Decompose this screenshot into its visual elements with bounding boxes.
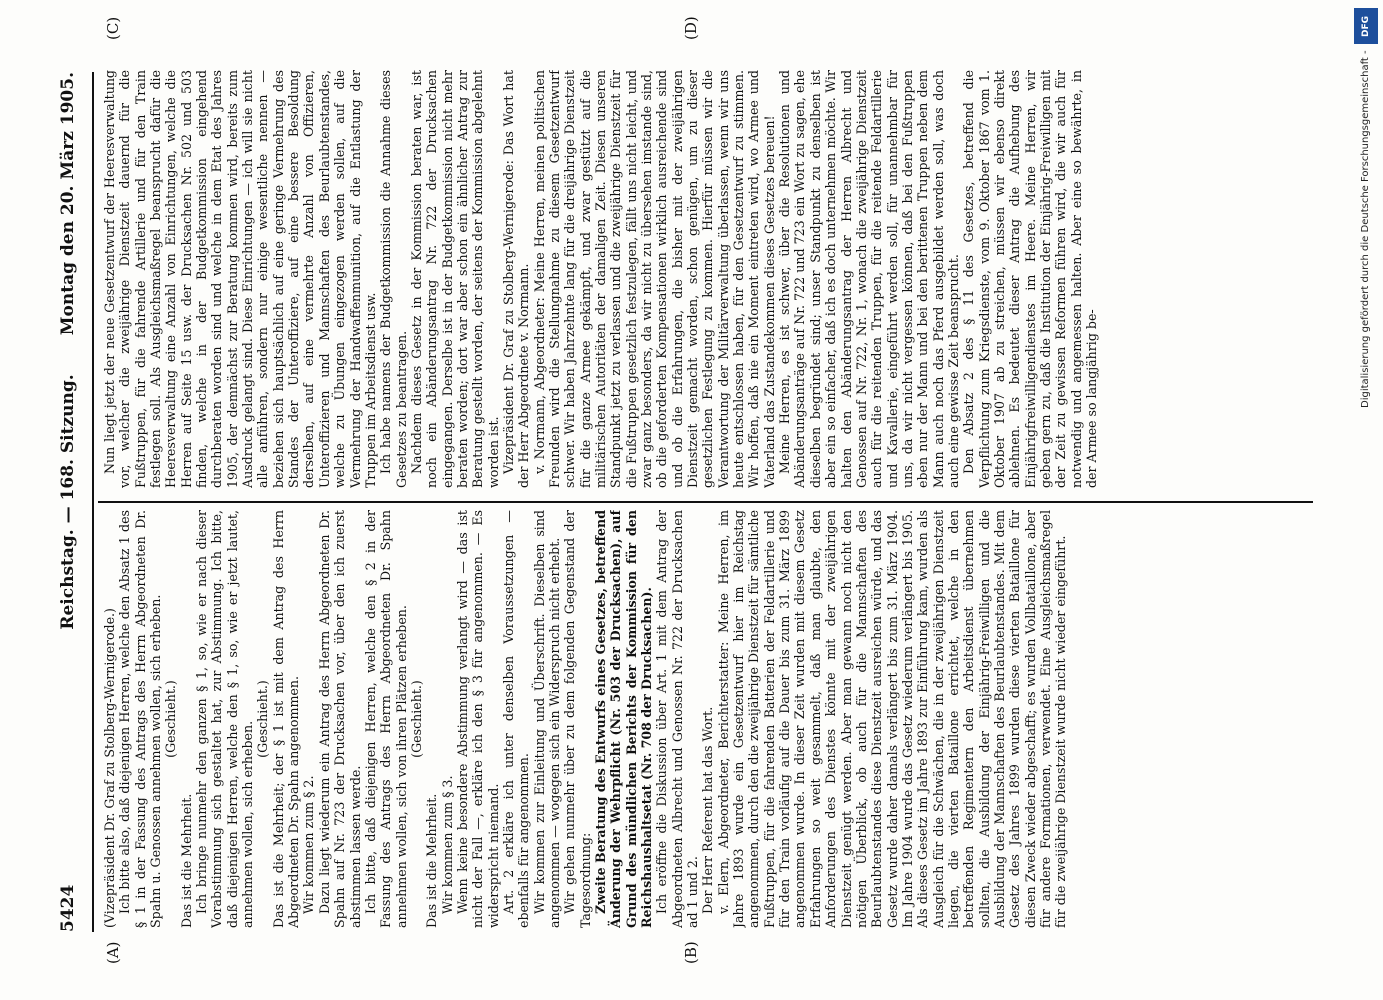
paragraph: Wir gehen nunmehr über zu dem folgenden Gegenstand der Tagesordnung: <box>562 510 593 928</box>
paragraph: Ich habe namens der Budgetkommission die Annahme dieses Gesetzes zu beantragen. <box>378 70 409 488</box>
paragraph: Den Absatz 2 des § 11 des Gesetzes, betreffend die Verpflichtung zum Kriegsdienste, vom 9. Oktober 1867 vom 1. Oktober 1907 ab zu streichen, müssen wir ebenso direkt ablehnen. Es bedeutet dieser Antrag die Aufhebung des Einjährigfreiwilligendienstes im Heere. Meine Herren, wir geben gern zu, daß die Institution der Einjährig-Freiwilligen mit der Zeit zu gewissen Reformen führen wird, die wir auch für notwendig und angemessen halten. Aber eine so bewährte, in der Armee so langjährig be- <box>961 70 1099 488</box>
right-text-column <box>102 70 1302 488</box>
dfg-funding-note: Digitalisierung gefördert durch die Deutsche Forschungsgemeinschaft - <box>1360 50 1371 408</box>
session-title: Reichstag. — 168. Sitzung. <box>58 374 78 630</box>
page-header <box>58 72 90 932</box>
dfg-logo: DFG <box>1354 8 1378 44</box>
session-date: Montag den 20. März 1905. <box>58 72 78 336</box>
paragraph: Vizepräsident Dr. Graf zu Stolberg-Wernigerode: Das Wort hat der Herr Abgeordnete v. Normann. <box>500 70 532 488</box>
paragraph: Meine Herren, es ist schwer, über die Resolutionen und Abänderungsanträge auf Nr. 722 und 723 ein Wort zu sagen, ehe dieselben begründet sind; unser Standpunkt zu denselben ist aber ein so einfacher, daß ich es doch unternehmen möchte. Wir halten den Abänderungsantrag der Herren Albrecht und Genossen auf Nr. 722, Nr. 1, wonach die zweijährige Dienstzeit auch für die reitenden Truppen, für die reitende Feldartillerie und Kavallerie, eingeführt werden soll, für unannehmbar für uns, da wir nicht vergessen können, daß bei den Fußtruppen eben nur der Mann und bei den berittenen Truppen neben dem Mann auch noch das Pferd ausgebildet werden soll, was doch auch eine gewisse Zeit beansprucht. <box>777 70 961 488</box>
paragraph: Ich bitte, daß diejenigen Herren, welche den § 2 in der Fassung des Antrags des Herrn Abgeordneten Dr. Spahn annehmen wollen, sich von ihren Plätzen erheben. <box>362 510 409 928</box>
paragraph: Ich bitte also, daß diejenigen Herren, welche den Absatz 1 des § 1 in der Fassung des Antrags des Herrn Abgeordneten Dr. Spahn u. Genossen annehmen wollen, sich erheben. <box>117 510 164 928</box>
dfg-strip <box>1351 0 1383 1000</box>
paragraph: Das ist die Mehrheit; der § 1 ist mit dem Antrag des Herrn Abgeordneten Dr. Spahn angenommen. <box>270 510 302 928</box>
paragraph: Wir kommen zum § 2. <box>301 775 317 914</box>
paragraph: Wir kommen zum § 3. <box>439 775 455 914</box>
paragraph: Nachdem dieses Gesetz in der Kommission beraten war, ist noch ein Abänderungsantrag Nr. 722 der Drucksachen eingegangen. Derselbe ist in der Budgetkommission nicht mehr beraten worden; dort war aber schon ein ähnlicher Antrag zur Beratung gestellt worden, der seitens der Kommission abgelehnt worden ist. <box>408 70 501 488</box>
paragraph: Ich bringe nunmehr den ganzen § 1, so, wie er nach dieser Vorabstimmung sich gestaltet hat, zur Abstimmung. Ich bitte, daß diejenigen Herren, welche den § 1, so, wie er jetzt lautet, annehmen wollen, sich erheben. <box>194 510 256 928</box>
page-number: 5424 <box>58 884 78 932</box>
paragraph: (Geschieht.) <box>163 680 179 758</box>
margin-marker-d: (D) <box>682 16 700 40</box>
paragraph: Art. 2 erkläre ich unter denselben Voraussetzungen — ebenfalls für angenommen. <box>500 510 532 928</box>
paragraph: Das ist die Mehrheit. <box>424 793 440 928</box>
paragraph: Zweite Beratung des Entwurfs eines Gesetzes, betreffend Änderung der Wehrpflicht (Nr. 503 der Drucksachen), auf Grund des mündlichen Berichts der Kommission für den Reichshaushaltsetat (Nr. 708 der Drucksachen). <box>593 510 655 928</box>
header-rule <box>92 72 94 932</box>
paragraph: (Geschieht.) <box>255 680 271 758</box>
paragraph: Der Herr Referent hat das Wort. <box>700 706 716 914</box>
left-text-column <box>102 510 1302 928</box>
paragraph: v. Normann, Abgeordneter: Meine Herren, meinen politischen Freunden wird die Stellungnahme zu diesem Gesetzentwurf schwer. Wir haben Jahrzehnte lang für die dreijährige Dienstzeit für die ganze Armee gekämpft, und zwar gestützt auf die militärischen Autoritäten der damaligen Zeit. Diesen unseren Standpunkt jetzt zu verlassen und die zweijährige Dienstzeit für die Fußtruppen gesetzlich festzulegen, fällt uns nicht leicht, und zwar ganz besonders, da wir nicht zu übersehen imstande sind, ob die geforderten Kompensationen wirklich ausreichende sind und ob die Erfahrungen, die bisher mit der zweijährigen Dienstzeit gemacht worden, schon genügen, um zu dieser gesetzlichen Festlegung zu kommen. Hierfür müssen wir die Verantwortung der Militärverwaltung überlassen, wenn wir uns heute entschlossen haben, für den Gesetzentwurf zu stimmen. Wir hoffen, daß nie ein Moment eintreten wird, wo Armee und Vaterland das Zustandekommen dieses Gesetzes bereuen! <box>531 70 777 488</box>
paragraph: Nun liegt jetzt der neue Gesetzentwurf der Heeresverwaltung vor, welcher die zweijährige Dienstzeit dauernd für die Fußtruppen, für die fahrende Artillerie und für den Train festlegen soll. Als Ausgleichsmaßregel beansprucht dafür die Heeresverwaltung eine Anzahl von Einrichtungen, welche die Herren auf Seite 15 usw. der Drucksachen Nr. 502 und 503 finden, welche in der Budgetkommission eingehend durchberaten worden sind und welche in dem Etat des Jahres 1905, der demnächst zur Beratung kommen wird, bereits zum Ausdruck gelangt sind. Diese Einrichtungen — ich will sie nicht alle anführen, sondern nur einige wesentliche nennen — beziehen sich hauptsächlich auf eine geringe Vermehrung des Standes der Unteroffiziere, auf eine bessere Besoldung derselben, auf eine vermehrte Anzahl von Offizieren, Unteroffizieren und Mannschaften des Beurlaubtenstandes, welche zu Übungen eingezogen werden sollen, auf die Vermehrung der Handwaffenmunition, auf die Entlastung der Truppen im Arbeitsdienst usw. <box>102 70 378 488</box>
paragraph: (Geschieht.) <box>408 680 424 758</box>
margin-marker-a: (A) <box>104 941 122 964</box>
paragraph: Wenn keine besondere Abstimmung verlangt wird — das ist nicht der Fall —, erkläre ich den § 3 für angenommen. — Es widerspricht niemand. <box>454 510 501 928</box>
paragraph: v. Elern, Abgeordneter, Berichterstatter: Meine Herren, im Jahre 1893 wurde ein Gesetzentwurf hier im Reichstag angenommen, durch den die zweijährige Dienstzeit für sämtliche Fußtruppen, für die fahrenden Batterien der Feldartillerie und für den Train vorläufig auf die Dauer bis zum 31. März 1899 angenommen wurde. In dieser Zeit wurden mit diesem Gesetz Erfahrungen so weit gesammelt, daß man glaubte, den Anforderungen des Dienstes könnte mit der zweijährigen Dienstzeit genügt werden. Aber man gewann noch nicht den nötigen Überblick, ob auch für die Mannschaften des Beurlaubtenstandes diese Dienstzeit ausreichen würde, und das Gesetz wurde daher damals verlängert bis zum 31. März 1904. Im Jahre 1904 wurde das Gesetz wiederum verlängert bis 1905. Als dieses Gesetz im Jahre 1893 zur Einführung kam, wurden als Ausgleich für die Schwächen, die in der zweijährigen Dienstzeit liegen, die vierten Bataillone errichtet, welche in den betreffenden Regimentern den Arbeitsdienst übernehmen sollten, die Ausbildung der Einjährig-Freiwilligen und die Ausbildung der Mannschaften des Beurlaubtenstandes. Mit dem Gesetz des Jahres 1899 wurden diese vierten Bataillone für diesen Zweck wieder abgeschafft; es wurden Vollbataillone, aber für andere Formationen, verwendet. Eine Ausgleichsmaßregel für die zweijährige Dienstzeit wurde nicht wieder eingeführt. <box>715 510 1069 928</box>
margin-marker-c: (C) <box>104 16 122 40</box>
paragraph: (Vizepräsident Dr. Graf zu Stolberg-Wernigerode.) <box>102 608 117 928</box>
paragraph: Ich eröffne die Diskussion über Art. 1 mit dem Antrag der Abgeordneten Albrecht und Genossen Nr. 722 der Drucksachen ad 1 und 2. <box>654 510 701 928</box>
paragraph: Dazu liegt wiederum ein Antrag des Herrn Abgeordneten Dr. Spahn auf Nr. 723 der Drucksachen vor, über den ich zuerst abstimmen lassen werde. <box>316 510 363 928</box>
paragraph: Das ist die Mehrheit. <box>178 793 194 928</box>
margin-marker-b: (B) <box>682 941 700 964</box>
column-divider <box>98 501 1313 503</box>
paragraph: Wir kommen zur Einleitung und Überschrift. Dieselben sind angenommen — wogegen sich ein Widerspruch nicht erhebt. <box>531 510 562 928</box>
